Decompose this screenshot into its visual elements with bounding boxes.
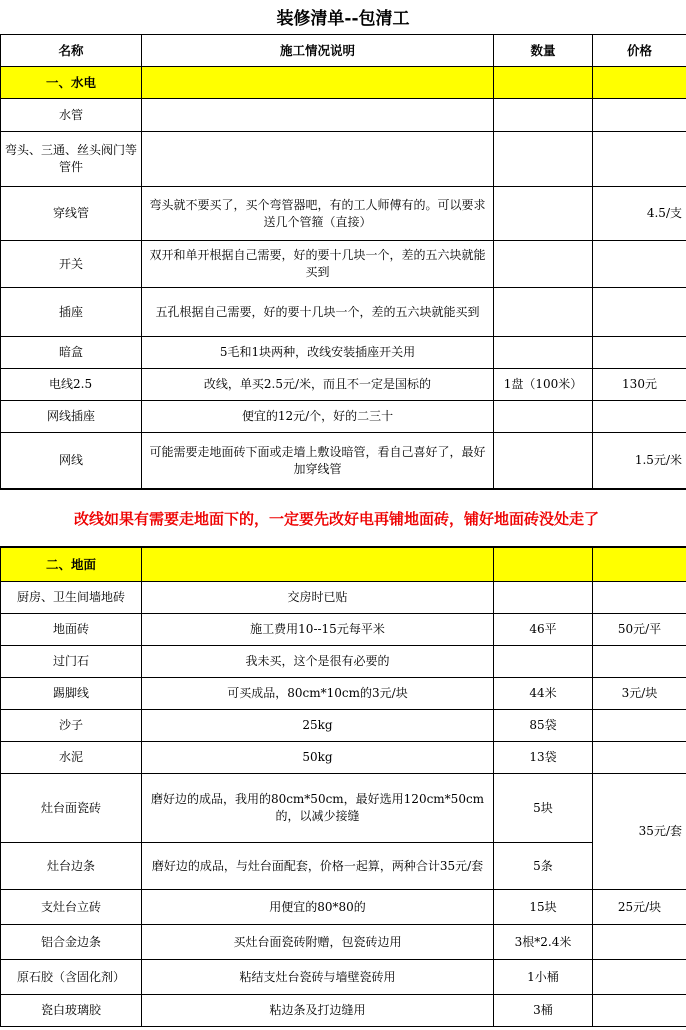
cell-desc: 粘结支灶台瓷砖与墙壁瓷砖用 <box>142 960 494 995</box>
cell-desc: 双开和单开根据自己需要，好的要十几块一个，差的五六块就能买到 <box>142 241 494 288</box>
header-qty: 数量 <box>494 35 593 67</box>
cell-price <box>593 132 686 187</box>
cell-qty <box>494 401 593 433</box>
cell-qty: 85袋 <box>494 710 593 742</box>
table-row <box>1 710 686 742</box>
sheet-title: 装修清单--包清工 <box>276 9 410 29</box>
table-row <box>1 774 686 843</box>
cell-name: 暗盒 <box>1 337 142 369</box>
cell-price <box>593 337 686 369</box>
cell-desc: 粘边条及打边缝用 <box>142 995 494 1027</box>
cell-qty: 13袋 <box>494 742 593 774</box>
cell-desc: 用便宜的80*80的 <box>142 890 494 925</box>
cell-desc: 改线，单买2.5元/米，而且不一定是国标的 <box>142 369 494 401</box>
cell-qty <box>494 99 593 132</box>
cell-desc: 磨好边的成品，与灶台面配套，价格一起算，两种合计35元/套 <box>142 843 494 890</box>
cell-name: 原石胶（含固化剂） <box>1 960 142 995</box>
header-row <box>1 35 686 67</box>
cell-name: 踢脚线 <box>1 678 142 710</box>
table-row <box>1 646 686 678</box>
table-row <box>1 337 686 369</box>
cell-name: 瓷白玻璃胶 <box>1 995 142 1027</box>
cell-qty: 1盘（100米） <box>494 369 593 401</box>
cell-desc: 交房时已贴 <box>142 582 494 614</box>
cell-price <box>593 742 686 774</box>
cell-qty: 1小桶 <box>494 960 593 995</box>
cell-qty <box>494 241 593 288</box>
cell-price: 25元/块 <box>593 890 686 925</box>
cell-price: 130元 <box>593 369 686 401</box>
cell-name: 水泥 <box>1 742 142 774</box>
cell-desc: 我未买，这个是很有必要的 <box>142 646 494 678</box>
cell-name: 穿线管 <box>1 187 142 241</box>
cell-price <box>593 582 686 614</box>
wiring-table <box>0 34 686 489</box>
table-row <box>1 614 686 646</box>
table-row <box>1 369 686 401</box>
section-row <box>1 548 686 582</box>
cell-qty <box>494 288 593 337</box>
cell-name: 支灶台立砖 <box>1 890 142 925</box>
table-row <box>1 742 686 774</box>
cell-qty: 5条 <box>494 843 593 890</box>
cell-price: 50元/平 <box>593 614 686 646</box>
cell-price: 1.5元/米 <box>593 433 686 489</box>
cell-price <box>593 925 686 960</box>
table-row <box>1 995 686 1027</box>
cell-name: 开关 <box>1 241 142 288</box>
cell-qty <box>494 582 593 614</box>
cell-desc: 磨好边的成品，我用的80cm*50cm，最好选用120cm*50cm的，以减少接缝 <box>142 774 494 843</box>
cell-price: 4.5/支 <box>593 187 686 241</box>
cell-qty: 15块 <box>494 890 593 925</box>
warning-note-row <box>0 489 686 547</box>
cell-price <box>593 960 686 995</box>
table-row <box>1 187 686 241</box>
cell-desc: 便宜的12元/个，好的二三十 <box>142 401 494 433</box>
cell-desc: 买灶台面瓷砖附赠，包瓷砖边用 <box>142 925 494 960</box>
cell-qty <box>494 337 593 369</box>
floor-table <box>0 547 686 1027</box>
cell-name: 水管 <box>1 99 142 132</box>
cell-name: 厨房、卫生间墙地砖 <box>1 582 142 614</box>
table-row <box>1 960 686 995</box>
cell-name: 插座 <box>1 288 142 337</box>
cell-price <box>593 99 686 132</box>
table-row <box>1 925 686 960</box>
cell-name: 沙子 <box>1 710 142 742</box>
table-row <box>1 582 686 614</box>
table-row <box>1 99 686 132</box>
table-row <box>1 678 686 710</box>
cell-name: 网线插座 <box>1 401 142 433</box>
header-price: 价格 <box>593 35 686 67</box>
header-desc: 施工情况说明 <box>142 35 494 67</box>
cell-qty <box>494 433 593 489</box>
cell-price <box>593 401 686 433</box>
table-row <box>1 241 686 288</box>
cell-desc: 弯头就不要买了，买个弯管器吧，有的工人师傅有的。可以要求送几个管箍（直接） <box>142 187 494 241</box>
cell-name: 过门石 <box>1 646 142 678</box>
table-row <box>1 433 686 489</box>
cell-name: 灶台边条 <box>1 843 142 890</box>
table-row <box>1 890 686 925</box>
cell-desc: 5毛和1块两种，改线安装插座开关用 <box>142 337 494 369</box>
cell-price <box>593 288 686 337</box>
cell-desc: 可能需要走地面砖下面或走墙上敷设暗管，看自己喜好了，最好加穿线管 <box>142 433 494 489</box>
cell-name: 网线 <box>1 433 142 489</box>
cell-price <box>593 710 686 742</box>
table-row <box>1 288 686 337</box>
cell-desc: 25kg <box>142 710 494 742</box>
cell-qty: 3根*2.4米 <box>494 925 593 960</box>
cell-name: 地面砖 <box>1 614 142 646</box>
section-label: 一、水电 <box>1 67 142 99</box>
cell-name: 弯头、三通、丝头阀门等管件 <box>1 132 142 187</box>
section-label: 二、地面 <box>1 548 142 582</box>
cell-name: 电线2.5 <box>1 369 142 401</box>
cell-desc <box>142 99 494 132</box>
cell-qty: 5块 <box>494 774 593 843</box>
section-row <box>1 67 686 99</box>
cell-desc: 施工费用10--15元每平米 <box>142 614 494 646</box>
cell-desc: 五孔根据自己需要，好的要十几块一个，差的五六块就能买到 <box>142 288 494 337</box>
cell-name: 灶台面瓷砖 <box>1 774 142 843</box>
cell-price <box>593 995 686 1027</box>
cell-qty: 3桶 <box>494 995 593 1027</box>
cell-price: 35元/套 <box>593 774 686 890</box>
cell-price: 3元/块 <box>593 678 686 710</box>
cell-qty: 46平 <box>494 614 593 646</box>
table-row <box>1 132 686 187</box>
table-row <box>1 401 686 433</box>
warning-note: 改线如果有需要走地面下的，一定要先改好电再铺地面砖，铺好地面砖没处走了 <box>74 510 600 528</box>
cell-desc: 可买成品，80cm*10cm的3元/块 <box>142 678 494 710</box>
cell-desc <box>142 132 494 187</box>
cell-qty <box>494 132 593 187</box>
cell-qty <box>494 187 593 241</box>
cell-price <box>593 241 686 288</box>
table-row <box>1 843 686 890</box>
cell-qty <box>494 646 593 678</box>
cell-qty: 44米 <box>494 678 593 710</box>
header-name: 名称 <box>1 35 142 67</box>
cell-price <box>593 646 686 678</box>
cell-desc: 50kg <box>142 742 494 774</box>
cell-name: 铝合金边条 <box>1 925 142 960</box>
